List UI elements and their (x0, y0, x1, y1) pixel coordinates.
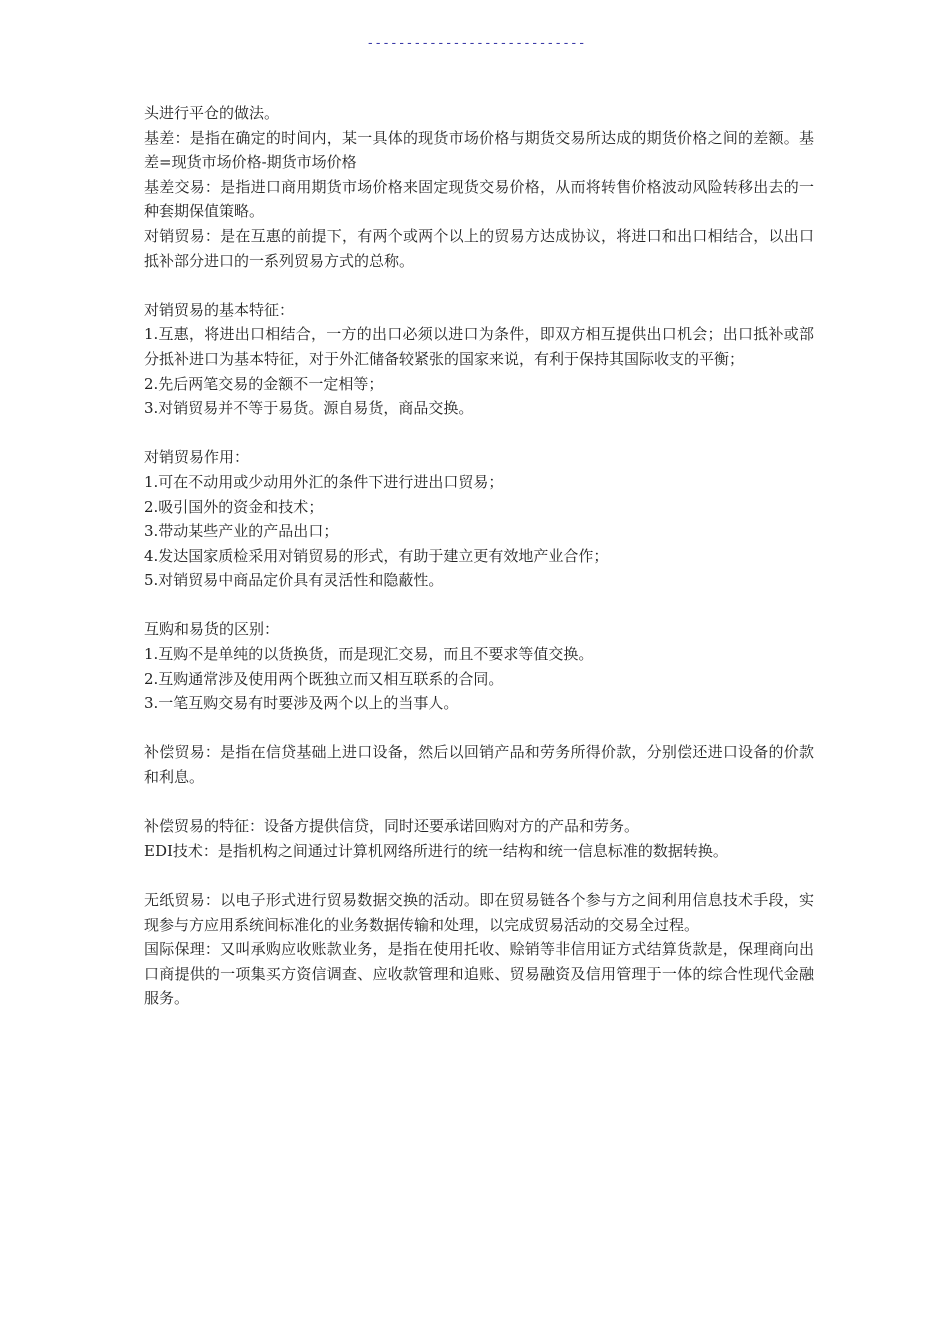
list-item: 3.带动某些产业的产品出口； (144, 522, 339, 541)
spacer (144, 790, 814, 815)
section-heading-functions: 对销贸易作用： (144, 448, 250, 467)
paragraph-paperless-trade: 无纸贸易：以电子形式进行贸易数据交换的活动。即在贸易链各个参与方之间利用信息技术手段，实现参与方应用系统间标准化的业务数据传输和处理，以完成贸易活动的交易全过程。 (144, 891, 814, 934)
section-heading-differences: 互购和易货的区别： (144, 620, 280, 639)
paragraph-edi: EDI技术：是指机构之间通过计算机网络所进行的统一结构和统一信息标准的数据转换。 (144, 841, 728, 860)
list-item: 2.互购通常涉及使用两个既独立而又相互联系的合同。 (144, 669, 504, 688)
section-heading-features: 对销贸易的基本特征： (144, 300, 295, 319)
spacer (144, 716, 814, 741)
paragraph-compensation-features: 补偿贸易的特征：设备方提供信贷，同时还要承诺回购对方的产品和劳务。 (144, 817, 640, 836)
paragraph-factoring: 国际保理：又叫承购应收账款业务，是指在使用托收、赊销等非信用证方式结算货款是，保理商向出口商提供的一项集买方资信调查、应收款管理和追账、贸易融资及信用管理于一体的综合性现代金融服务。 (144, 940, 814, 1008)
list-item: 1.可在不动用或少动用外汇的条件下进行进出口贸易； (144, 472, 504, 491)
list-item: 1.互惠，将进出口相结合，一方的出口必须以进口为条件，即双方相互提供出口机会；出口抵补或部分抵补进口为基本特征，对于外汇储备较紧张的国家来说，有利于保持其国际收支的平衡； (144, 325, 814, 368)
paragraph-basis-trading: 基差交易：是指进口商用期货市场价格来固定现货交易价格，从而将转售价格波动风险转移出去的一种套期保值策略。 (144, 177, 814, 221)
spacer (144, 273, 814, 298)
list-item: 5.对销贸易中商品定价具有灵活性和隐蔽性。 (144, 571, 444, 590)
spacer (144, 593, 814, 618)
list-item: 4.发达国家质检采用对销贸易的形式，有助于建立更有效地产业合作； (144, 546, 609, 565)
list-item: 3.对销贸易并不等于易货。源自易货，商品交换。 (144, 399, 474, 418)
list-item: 2.吸引国外的资金和技术； (144, 497, 324, 516)
list-item: 3.一笔互购交易有时要涉及两个以上的当事人。 (144, 694, 459, 713)
list-item: 2.先后两笔交易的金额不一定相等； (144, 374, 384, 393)
spacer (144, 421, 814, 446)
paragraph: 头进行平仓的做法。 (144, 104, 280, 122)
spacer (144, 863, 814, 888)
paragraph-basis-definition: 基差：是指在确定的时间内，某一具体的现货市场价格与期货交易所达成的期货价格之间的差额。基差=现货市场价格-期货市场价格 (144, 128, 814, 172)
paragraph-counter-trade: 对销贸易：是在互惠的前提下，有两个或两个以上的贸易方达成协议，将进口和出口相结合，以出口抵补部分进口的一系列贸易方式的总称。 (144, 226, 814, 270)
document-body (144, 101, 814, 1011)
paragraph-compensation-trade: 补偿贸易：是指在信贷基础上进口设备，然后以回销产品和劳务所得价款，分别偿还进口设备的价款和利息。 (144, 743, 814, 787)
header-dashed-rule: ---------------------------- (366, 36, 586, 51)
list-item: 1.互购不是单纯的以货换货，而是现汇交易，而且不要求等值交换。 (144, 645, 594, 664)
